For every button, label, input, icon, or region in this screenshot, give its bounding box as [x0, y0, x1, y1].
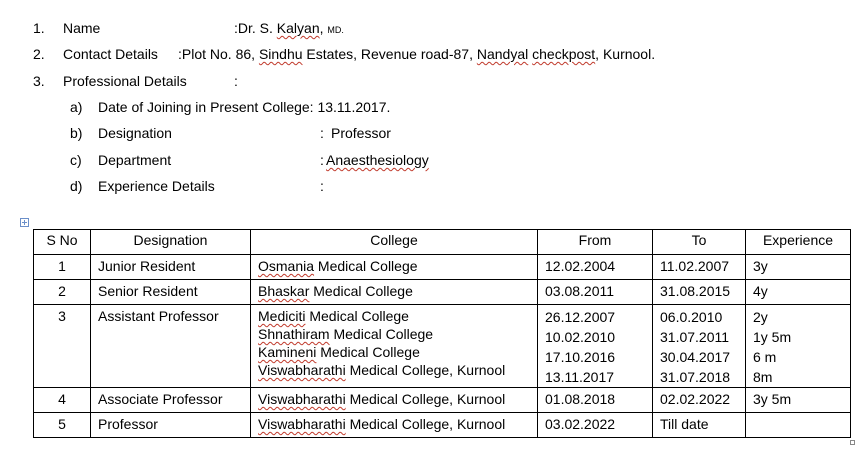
to-value: 11.02.2007 [660, 258, 730, 274]
sub-item-letter: b) [70, 125, 83, 141]
sub-item-letter: c) [70, 152, 82, 168]
college-suffix: Medical College [329, 326, 434, 342]
cell-sno: 5 [34, 413, 91, 438]
to-value: 02.02.2022 [660, 391, 731, 407]
from-value: 26.12.2007 [545, 309, 616, 325]
cell-from [538, 305, 653, 388]
colon: : [320, 125, 324, 141]
table-resize-handle[interactable] [850, 440, 855, 445]
cell-college [251, 388, 538, 413]
colon: : [234, 73, 238, 89]
college-name: Kamineni [258, 344, 317, 360]
from-value: 01.08.2018 [545, 391, 616, 407]
college-name: Viswabharathi [258, 391, 346, 407]
colon: : [320, 152, 324, 168]
exp-value: 1y 5m [753, 329, 792, 345]
table-row [34, 280, 851, 305]
from-value: 17.10.2016 [545, 349, 616, 365]
table-row [34, 388, 851, 413]
cell-designation: Associate Professor [91, 388, 251, 413]
from-value: 10.02.2010 [545, 329, 616, 345]
college-line [258, 257, 530, 275]
exp-value: 3y 5m [753, 391, 792, 407]
exp-value: 4y [753, 283, 768, 299]
header-to: To [653, 230, 746, 255]
name-value: :Dr. S. Kalyan, MD. [234, 20, 344, 36]
cell-exp [746, 305, 851, 388]
exp-value: 2y [753, 309, 768, 325]
header-experience: Experience [746, 230, 851, 255]
college-suffix: Medical College [309, 283, 413, 299]
college-line [258, 307, 530, 325]
cell-college [251, 280, 538, 305]
college-name: Osmania [258, 258, 315, 274]
cell-designation: Assistant Professor [91, 305, 251, 388]
designation-value: Professor [331, 125, 391, 141]
cell-from [538, 255, 653, 280]
from-value: 13.11.2017 [545, 369, 615, 385]
table-row [34, 255, 851, 280]
cell-from [538, 280, 653, 305]
cell-sno: 4 [34, 388, 91, 413]
table-row [34, 413, 851, 438]
college-suffix: Medical College, Kurnool [345, 362, 506, 378]
cell-exp [746, 388, 851, 413]
header-designation: Designation [91, 230, 251, 255]
exp-value: 3y [753, 258, 768, 274]
cell-sno: 1 [34, 255, 91, 280]
cell-college [251, 413, 538, 438]
table-row [34, 305, 851, 388]
cell-from [538, 413, 653, 438]
exp-value: 8m [753, 369, 773, 385]
college-line [258, 361, 530, 379]
from-value: 03.02.2022 [545, 416, 616, 432]
contact-label: Contact Details [63, 46, 158, 62]
college-line [258, 415, 530, 433]
item-number: 2. [33, 46, 45, 62]
college-suffix: Medical College [316, 344, 420, 360]
header-from: From [538, 230, 653, 255]
designation-label: Designation [98, 125, 172, 141]
to-value: Till date [660, 416, 709, 432]
cell-to [653, 255, 746, 280]
cell-exp [746, 280, 851, 305]
cell-college [251, 305, 538, 388]
department-value: Anaesthesiology [326, 152, 429, 168]
cell-exp [746, 413, 851, 438]
from-value: 12.02.2004 [545, 258, 616, 274]
table-header-row [34, 230, 851, 255]
header-college: College [251, 230, 538, 255]
college-line [258, 343, 530, 361]
name-label: Name [63, 20, 101, 36]
to-value: 31.08.2015 [660, 283, 731, 299]
cell-college [251, 255, 538, 280]
item-number: 3. [33, 73, 45, 89]
college-line [258, 282, 530, 300]
cell-sno: 2 [34, 280, 91, 305]
from-value: 03.08.2011 [545, 283, 615, 299]
sub-item-letter: a) [70, 99, 83, 115]
college-line [258, 325, 530, 343]
college-name: Viswabharathi [258, 416, 346, 432]
college-line [258, 390, 530, 408]
doj-text: Date of Joining in Present College: 13.11.2017. [98, 99, 391, 115]
college-suffix: Medical College, Kurnool [345, 416, 506, 432]
cell-to [653, 280, 746, 305]
department-label: Department [98, 152, 172, 168]
college-name: Mediciti [258, 308, 306, 324]
college-suffix: Medical College [305, 308, 409, 324]
colon: : [320, 178, 324, 194]
experience-label: Experience Details [98, 178, 215, 194]
cell-to [653, 388, 746, 413]
college-name: Shnathiram [258, 326, 330, 342]
cell-sno: 3 [34, 305, 91, 388]
professional-label: Professional Details [63, 73, 187, 89]
to-value: 06.0.2010 [660, 309, 723, 325]
sub-item-letter: d) [70, 178, 83, 194]
to-value: 30.04.2017 [660, 349, 731, 365]
cell-designation: Professor [91, 413, 251, 438]
cell-designation: Junior Resident [91, 255, 251, 280]
college-name: Viswabharathi [258, 362, 346, 378]
contact-value: :Plot No. 86, Sindhu Estates, Revenue road-87, Nandyal checkpost, Kurnool. [178, 46, 656, 62]
table-move-handle-icon[interactable] [20, 218, 29, 227]
to-value: 31.07.2011 [660, 329, 730, 345]
item-number: 1. [33, 20, 45, 36]
college-suffix: Medical College, Kurnool [345, 391, 506, 407]
cell-designation: Senior Resident [91, 280, 251, 305]
college-name: Bhaskar [258, 283, 310, 299]
cell-to [653, 413, 746, 438]
cell-exp [746, 255, 851, 280]
experience-table [33, 229, 851, 438]
to-value: 31.07.2018 [660, 369, 731, 385]
exp-value: 6 m [753, 349, 777, 365]
cell-from [538, 388, 653, 413]
header-sno: S No [34, 230, 91, 255]
college-suffix: Medical College [314, 258, 418, 274]
cell-to [653, 305, 746, 388]
